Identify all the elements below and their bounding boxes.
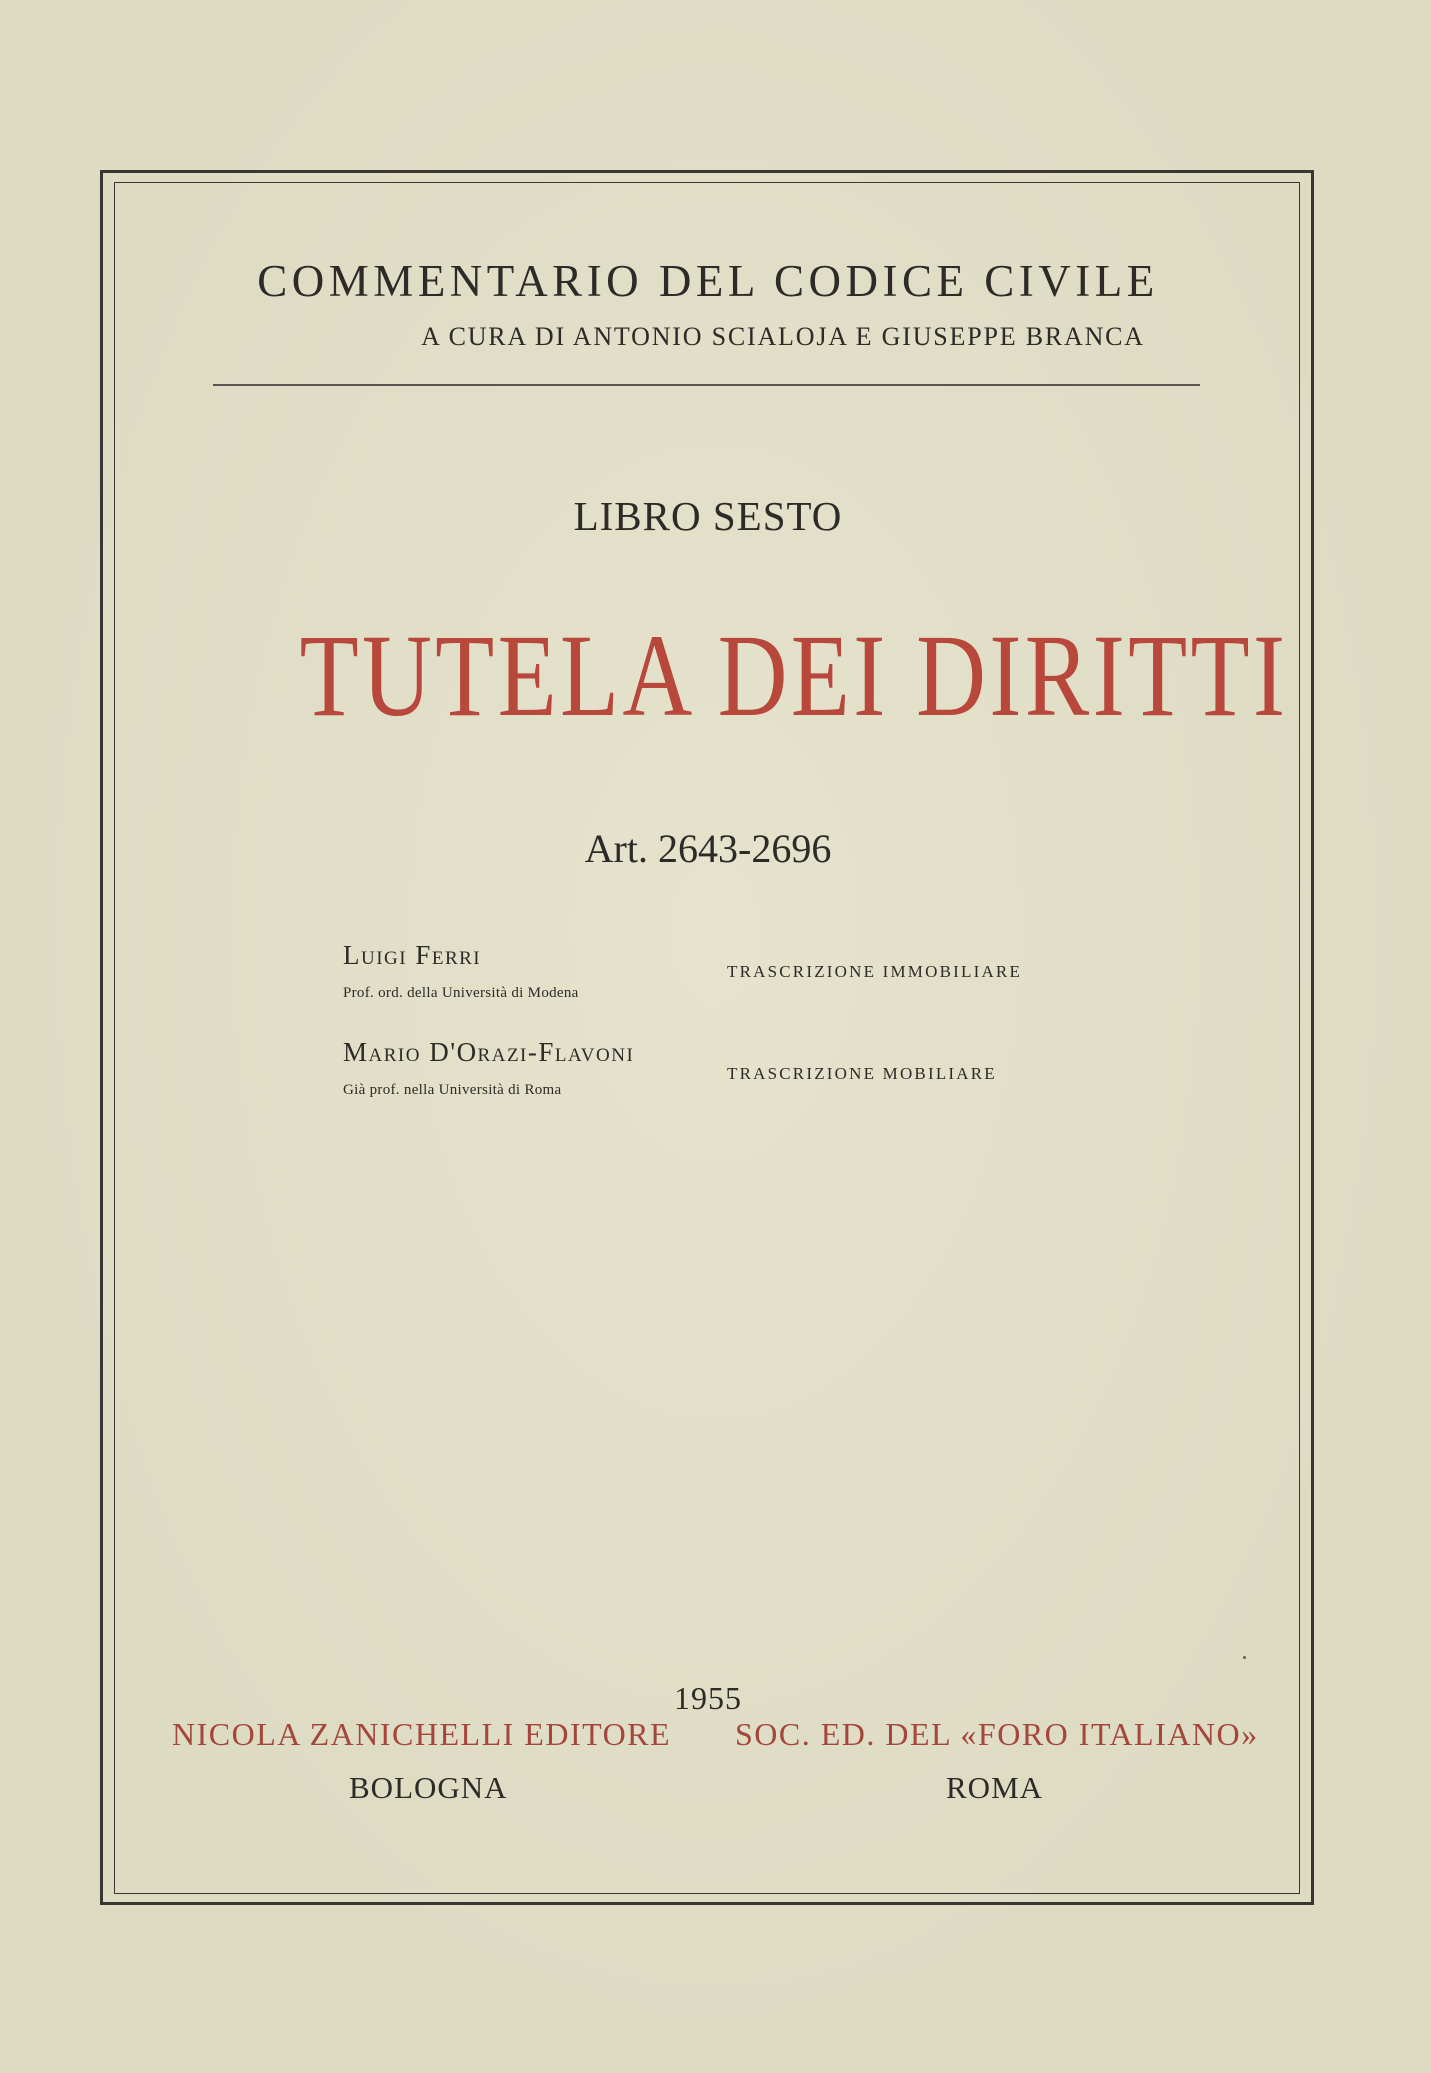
author-name: Mario D'Orazi-Flavoni <box>343 1037 635 1067</box>
book-label: LIBRO SESTO <box>573 493 843 539</box>
series-title: COMMENTARIO DEL CODICE CIVILE <box>257 256 1159 306</box>
publisher-city: ROMA <box>946 1770 1044 1805</box>
main-title: TUTELA DEI DIRITTI <box>299 610 1289 741</box>
author-topic: TRASCRIZIONE MOBILIARE <box>727 1064 997 1083</box>
author-affiliation: Prof. ord. della Università di Modena <box>343 985 579 1001</box>
series-editors: A CURA DI ANTONIO SCIALOJA E GIUSEPPE BRANCA <box>421 322 1145 351</box>
divider-rule <box>213 384 1200 386</box>
publisher-city: BOLOGNA <box>349 1770 508 1805</box>
publisher-name: SOC. ED. DEL «FORO ITALIANO» <box>735 1716 1259 1752</box>
author-topic: TRASCRIZIONE IMMOBILIARE <box>727 962 1023 981</box>
paper-speck <box>1243 1656 1246 1659</box>
publisher-name: NICOLA ZANICHELLI EDITORE <box>172 1716 672 1752</box>
inner-border <box>114 182 1300 1894</box>
author-name: Luigi Ferri <box>343 940 482 970</box>
author-affiliation: Già prof. nella Università di Roma <box>343 1082 562 1098</box>
article-range: Art. 2643-2696 <box>584 826 832 871</box>
publication-year: 1955 <box>674 1680 742 1716</box>
